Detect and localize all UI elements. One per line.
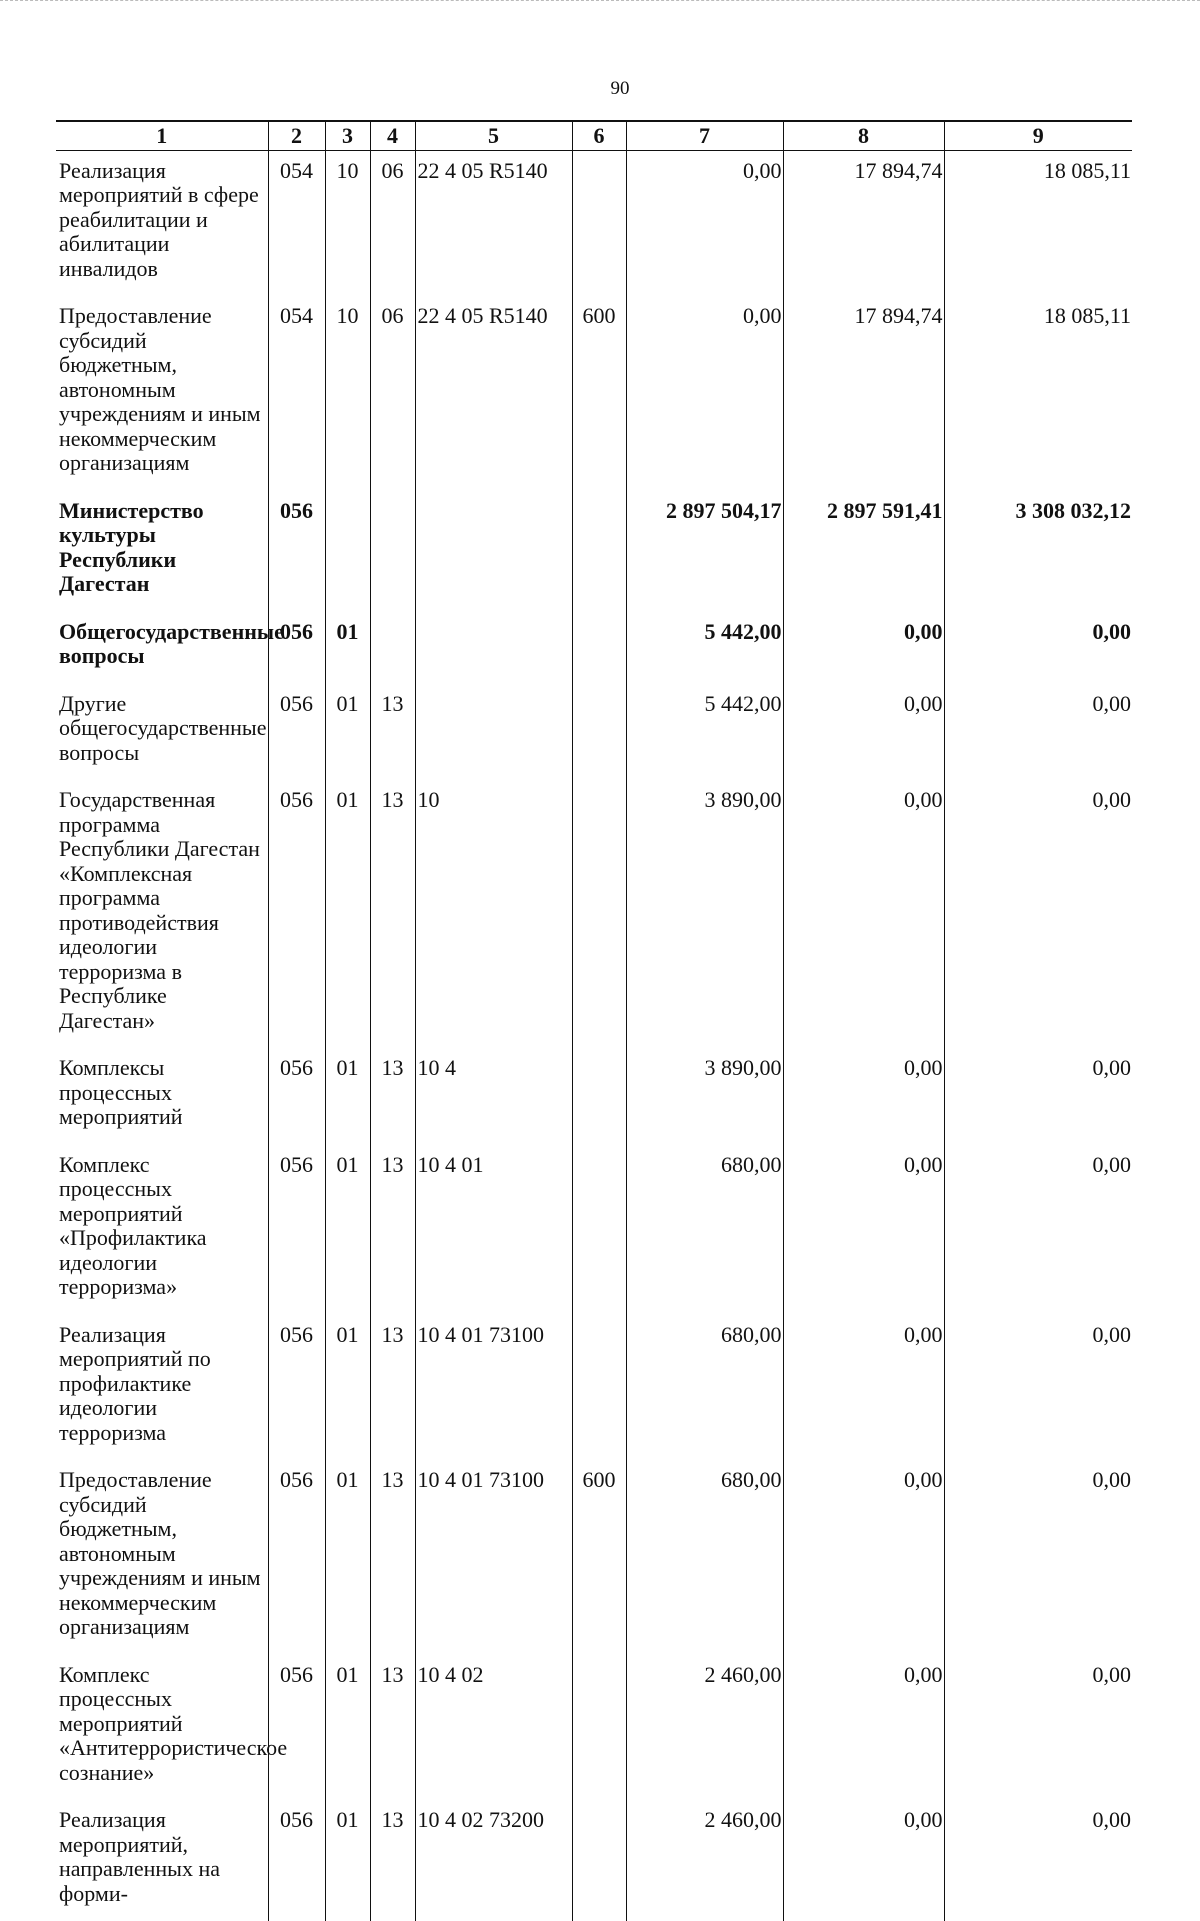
table-row xyxy=(56,780,1132,1048)
cell-col-8: 0,00 xyxy=(783,1655,944,1801)
cell-col-8: 17 894,74 xyxy=(783,296,944,491)
row-name: Реализация мероприятий, направленных на форми- xyxy=(59,1807,220,1906)
cell-col-3: 01 xyxy=(325,1315,370,1461)
cell-col-3: 01 xyxy=(325,1800,370,1921)
cell-col-9: 0,00 xyxy=(944,1460,1132,1655)
page-number: 90 xyxy=(610,78,630,99)
row-name: Общегосударственные вопросы xyxy=(59,618,284,668)
row-name: Другие общегосударственные вопросы xyxy=(59,690,267,765)
cell-col-9: 0,00 xyxy=(944,1048,1132,1145)
cell-col-9: 3 308 032,12 xyxy=(944,491,1132,612)
cell-col-5: 10 4 01 73100 xyxy=(415,1315,572,1461)
row-name: Комплекс процессных мероприятий «Профилактика идеологии терроризма» xyxy=(59,1151,207,1299)
cell-col-7: 5 442,00 xyxy=(626,684,783,781)
sheet-edge xyxy=(0,0,1200,3)
cell-col-3: 10 xyxy=(325,296,370,491)
cell-col-9: 0,00 xyxy=(944,1145,1132,1315)
cell-col-8: 0,00 xyxy=(783,1800,944,1921)
cell-col-4: 13 xyxy=(370,1145,415,1315)
cell-col-9: 0,00 xyxy=(944,1800,1132,1921)
table-body xyxy=(56,150,1132,1921)
cell-col-8: 0,00 xyxy=(783,684,944,781)
cell-col-9: 0,00 xyxy=(944,612,1132,684)
cell-col-3: 10 xyxy=(325,150,370,296)
cell-col-4: 13 xyxy=(370,1460,415,1655)
row-name: Комплексы процессных мероприятий xyxy=(59,1055,183,1129)
row-name: Министерство культуры Республики Дагестан xyxy=(59,497,204,596)
cell-col-4: 06 xyxy=(370,296,415,491)
row-name: Реализация мероприятий по профилактике идеологии терроризма xyxy=(59,1321,211,1445)
cell-col-2: 054 xyxy=(268,150,325,296)
cell-col-2: 054 xyxy=(268,296,325,491)
cell-col-6: 600 xyxy=(572,1460,626,1655)
cell-col-4: 13 xyxy=(370,1315,415,1461)
cell-col-7: 2 460,00 xyxy=(626,1655,783,1801)
cell-col-3: 01 xyxy=(325,780,370,1048)
cell-col-5: 10 xyxy=(415,780,572,1048)
cell-col-5: 10 4 02 73200 xyxy=(415,1800,572,1921)
cell-col-9: 0,00 xyxy=(944,684,1132,781)
cell-col-7: 2 897 504,17 xyxy=(626,491,783,612)
cell-col-9: 0,00 xyxy=(944,780,1132,1048)
column-header: 3 xyxy=(325,121,370,150)
cell-col-4: 13 xyxy=(370,1655,415,1801)
table-header-row xyxy=(56,121,1132,150)
cell-col-2: 056 xyxy=(268,1048,325,1145)
cell-col-2: 056 xyxy=(268,1460,325,1655)
column-header: 9 xyxy=(944,121,1132,150)
cell-col-4: 13 xyxy=(370,1048,415,1145)
cell-col-3 xyxy=(325,491,370,612)
table-row xyxy=(56,684,1132,781)
cell-col-6 xyxy=(572,1315,626,1461)
cell-col-3: 01 xyxy=(325,612,370,684)
cell-col-3: 01 xyxy=(325,684,370,781)
cell-col-8: 0,00 xyxy=(783,1460,944,1655)
cell-col-6 xyxy=(572,684,626,781)
table-row xyxy=(56,1315,1132,1461)
cell-col-9: 18 085,11 xyxy=(944,296,1132,491)
cell-col-7: 5 442,00 xyxy=(626,612,783,684)
cell-col-2: 056 xyxy=(268,780,325,1048)
cell-col-4 xyxy=(370,612,415,684)
cell-col-2: 056 xyxy=(268,491,325,612)
table-row xyxy=(56,1655,1132,1801)
row-name: Государственная программа Республики Дагестан «Комплексная программа противодействия идеологии терроризма в Республике Дагестан» xyxy=(59,787,260,1033)
cell-col-8: 0,00 xyxy=(783,1315,944,1461)
cell-col-5: 10 4 01 73100 xyxy=(415,1460,572,1655)
cell-col-4: 13 xyxy=(370,780,415,1048)
cell-col-7: 2 460,00 xyxy=(626,1800,783,1921)
cell-col-7: 680,00 xyxy=(626,1315,783,1461)
table-row xyxy=(56,1460,1132,1655)
cell-col-2: 056 xyxy=(268,1655,325,1801)
cell-col-6 xyxy=(572,1145,626,1315)
cell-col-8: 0,00 xyxy=(783,1048,944,1145)
cell-col-8: 17 894,74 xyxy=(783,150,944,296)
row-name: Реализация мероприятий в сфере реабилитации и абилитации инвалидов xyxy=(59,157,259,281)
cell-col-9: 18 085,11 xyxy=(944,150,1132,296)
cell-col-5 xyxy=(415,491,572,612)
column-header: 6 xyxy=(572,121,626,150)
cell-col-5: 10 4 01 xyxy=(415,1145,572,1315)
cell-col-5 xyxy=(415,684,572,781)
cell-col-5: 10 4 xyxy=(415,1048,572,1145)
cell-col-6 xyxy=(572,150,626,296)
budget-table xyxy=(56,120,1132,1921)
cell-col-7: 0,00 xyxy=(626,296,783,491)
column-header: 4 xyxy=(370,121,415,150)
cell-col-7: 3 890,00 xyxy=(626,1048,783,1145)
cell-col-3: 01 xyxy=(325,1048,370,1145)
cell-col-6 xyxy=(572,612,626,684)
cell-col-5: 22 4 05 R5140 xyxy=(415,150,572,296)
cell-col-6 xyxy=(572,1048,626,1145)
table-row xyxy=(56,491,1132,612)
cell-col-6 xyxy=(572,1800,626,1921)
cell-col-2: 056 xyxy=(268,684,325,781)
cell-col-3: 01 xyxy=(325,1460,370,1655)
cell-col-4: 13 xyxy=(370,684,415,781)
cell-col-5: 22 4 05 R5140 xyxy=(415,296,572,491)
cell-col-6 xyxy=(572,1655,626,1801)
cell-col-4 xyxy=(370,491,415,612)
cell-col-2: 056 xyxy=(268,1145,325,1315)
table-row xyxy=(56,150,1132,296)
column-header: 8 xyxy=(783,121,944,150)
cell-col-3: 01 xyxy=(325,1655,370,1801)
table-row xyxy=(56,1145,1132,1315)
column-header: 1 xyxy=(56,121,268,150)
cell-col-7: 680,00 xyxy=(626,1145,783,1315)
column-header: 2 xyxy=(268,121,325,150)
cell-col-7: 3 890,00 xyxy=(626,780,783,1048)
column-header: 7 xyxy=(626,121,783,150)
cell-col-7: 0,00 xyxy=(626,150,783,296)
cell-col-6: 600 xyxy=(572,296,626,491)
cell-col-8: 0,00 xyxy=(783,780,944,1048)
cell-col-2: 056 xyxy=(268,1315,325,1461)
cell-col-2: 056 xyxy=(268,1800,325,1921)
table-row xyxy=(56,296,1132,491)
cell-col-8: 0,00 xyxy=(783,1145,944,1315)
cell-col-6 xyxy=(572,491,626,612)
table-row xyxy=(56,1800,1132,1921)
cell-col-9: 0,00 xyxy=(944,1655,1132,1801)
cell-col-9: 0,00 xyxy=(944,1315,1132,1461)
cell-col-8: 0,00 xyxy=(783,612,944,684)
table-row xyxy=(56,1048,1132,1145)
table-row xyxy=(56,612,1132,684)
cell-col-5 xyxy=(415,612,572,684)
cell-col-5: 10 4 02 xyxy=(415,1655,572,1801)
cell-col-7: 680,00 xyxy=(626,1460,783,1655)
row-name: Комплекс процессных мероприятий «Антитеррористическое сознание» xyxy=(59,1661,288,1785)
cell-col-2: 056 xyxy=(268,612,325,684)
cell-col-8: 2 897 591,41 xyxy=(783,491,944,612)
column-header: 5 xyxy=(415,121,572,150)
cell-col-3: 01 xyxy=(325,1145,370,1315)
cell-col-4: 06 xyxy=(370,150,415,296)
cell-col-4: 13 xyxy=(370,1800,415,1921)
cell-col-6 xyxy=(572,780,626,1048)
row-name: Предоставление субсидий бюджетным, автономным учреждениям и иным некоммерческим организациям xyxy=(59,1467,261,1639)
row-name: Предоставление субсидий бюджетным, автономным учреждениям и иным некоммерческим организациям xyxy=(59,303,261,475)
